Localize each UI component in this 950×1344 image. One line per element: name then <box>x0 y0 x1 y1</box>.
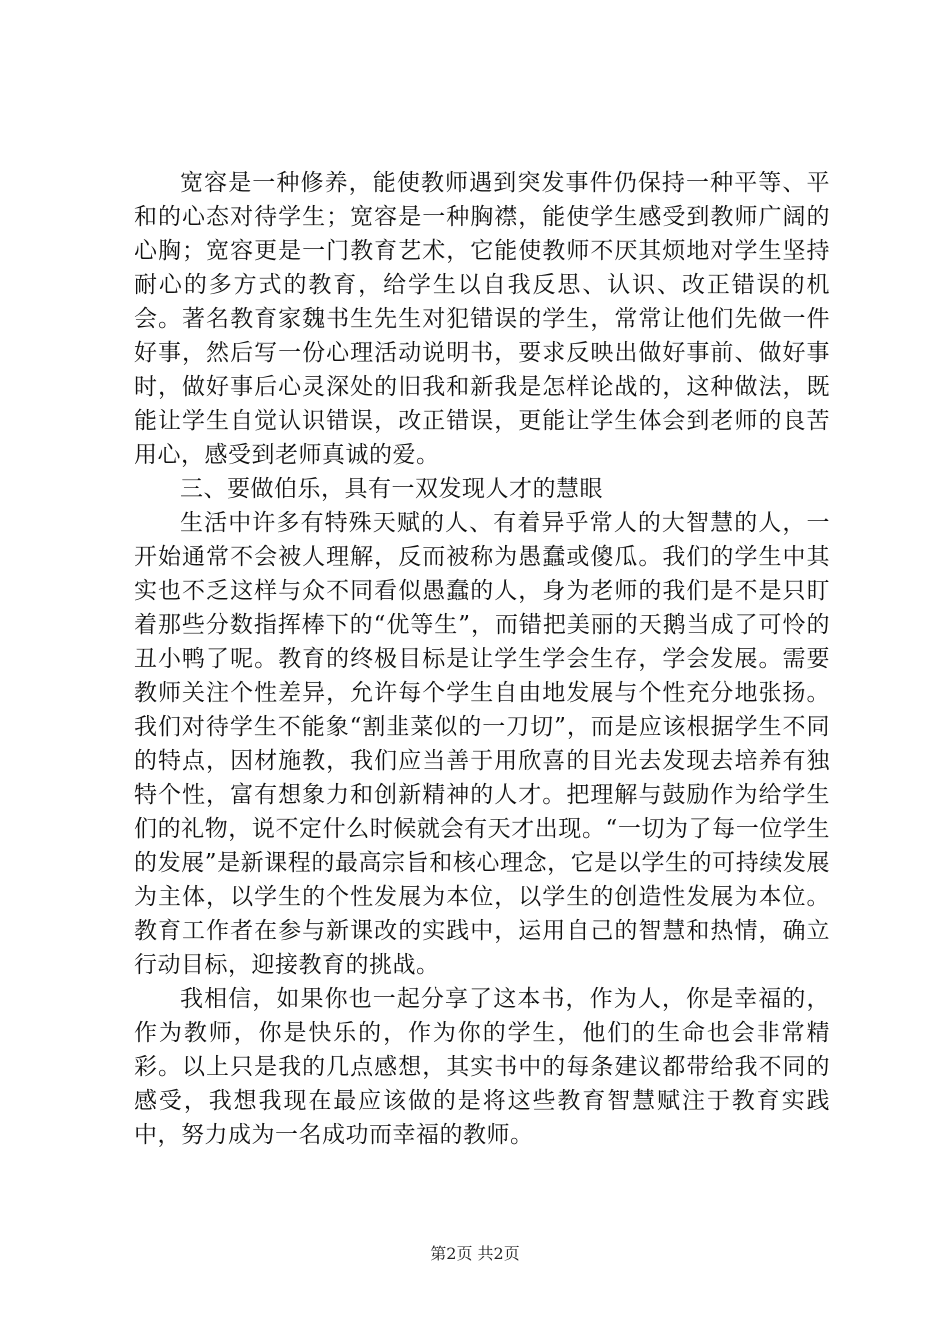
document-body <box>134 166 830 1152</box>
paragraph-tolerance: 宽容是一种修养，能使教师遇到突发事件仍保持一种平等、平和的心态对待学生；宽容是一种胸襟，能使学生感受到教师广阔的心胸；宽容更是一门教育艺术，它能使教师不厌其烦地对学生坚持耐心的多方式的教育，给学生以自我反思、认识、改正错误的机会。著名教育家魏书生先生对犯错误的学生，常常让他们先做一件好事，然后写一份心理活动说明书，要求反映出做好事前、做好事时，做好事后心灵深处的旧我和新我是怎样论战的，这种做法，既能让学生自觉认识错误，改正错误，更能让学生体会到老师的良苦用心，感受到老师真诚的爱。 <box>134 170 830 468</box>
paragraph-conclusion: 我相信，如果你也一起分享了这本书，作为人，你是幸福的，作为教师，你是快乐的，作为你的学生，他们的生命也会非常精彩。以上只是我的几点感想，其实书中的每条建议都带给我不同的感受，我想我现在最应该做的是将这些教育智慧赋注于教育实践中，努力成为一名成功而幸福的教师。 <box>134 986 830 1148</box>
paragraph-talent: 生活中许多有特殊天赋的人、有着异乎常人的大智慧的人，一开始通常不会被人理解，反而被称为愚蠢或傻瓜。我们的学生中其实也不乏这样与众不同看似愚蠢的人，身为老师的我们是不是只盯着那些分数指挥棒下的“优等生”，而错把美丽的天鹅当成了可怜的丑小鸭了呢。教育的终极目标是让学生学会生存，学会发展。需要教师关注个性差异，允许每个学生自由地发展与个性充分地张扬。我们对待学生不能象“割韭菜似的一刀切”，而是应该根据学生不同的特点，因材施教，我们应当善于用欣喜的目光去发现去培养有独特个性，富有想象力和创新精神的人才。把理解与鼓励作为给学生们的礼物，说不定什么时候就会有天才出现。“一切为了每一位学生的发展”是新课程的最高宗旨和核心理念，它是以学生的可持续发展为主体，以学生的个性发展为本位，以学生的创造性发展为本位。教育工作者在参与新课改的实践中，运用自己的智慧和热情，确立行动目标，迎接教育的挑战。 <box>134 510 830 978</box>
section-heading-bole: 三、要做伯乐，具有一双发现人才的慧眼 <box>180 476 603 502</box>
page-footer: 第2页 共2页 <box>430 1244 520 1263</box>
